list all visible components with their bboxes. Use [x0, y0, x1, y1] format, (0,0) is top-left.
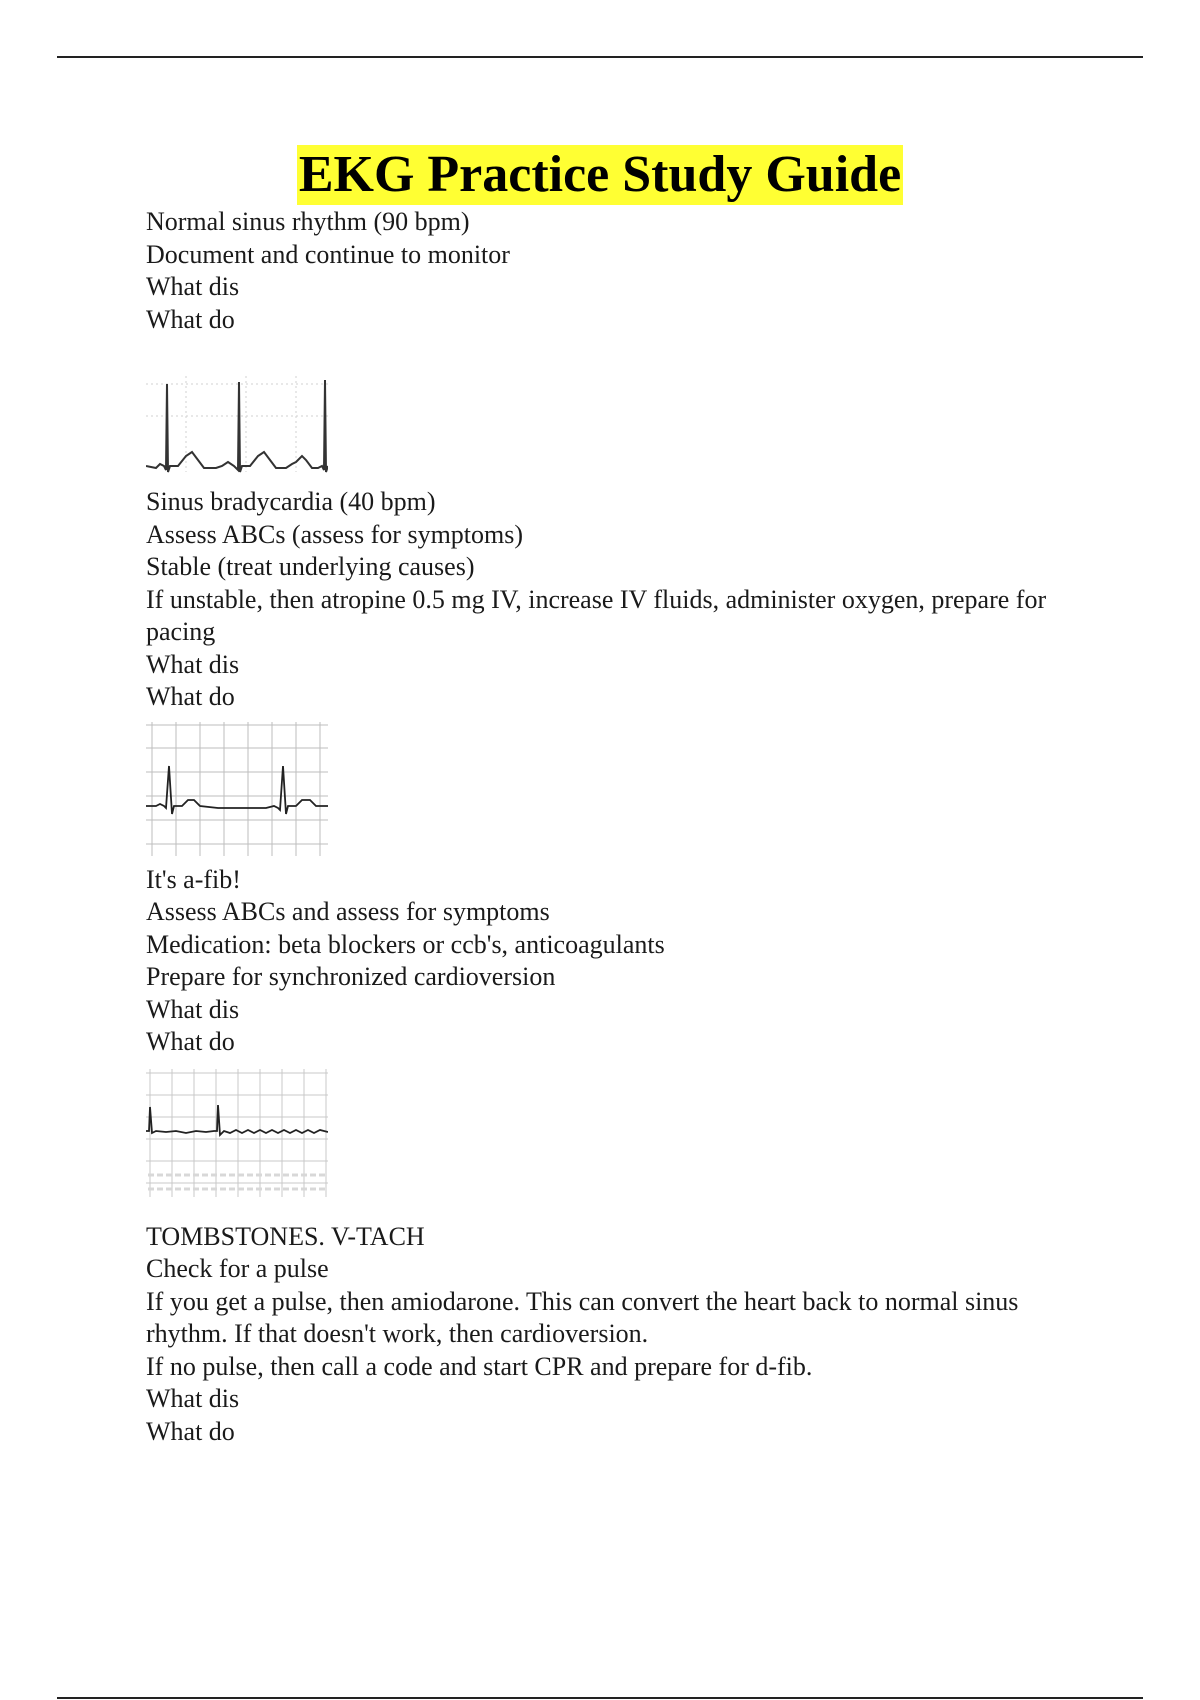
prompt-what-do: What do	[146, 304, 235, 334]
prompt-what-dis: What dis	[146, 994, 240, 1024]
section-line: Stable (treat underlying causes)	[146, 552, 475, 581]
section-line: Assess ABCs and assess for symptoms	[146, 897, 550, 926]
page-title: EKG Practice Study Guide	[298, 146, 902, 203]
prompt-what-dis: What dis	[146, 272, 240, 301]
sinus-bradycardia-strip	[146, 376, 328, 476]
section-heading: Sinus bradycardia (40 bpm)	[146, 487, 436, 516]
prompt-what-dis: What dis	[146, 649, 240, 679]
ventricular-tachycardia-strip	[146, 1069, 328, 1197]
section-sinus-bradycardia	[146, 486, 1106, 714]
section-heading: It's a-fib!	[146, 864, 241, 894]
prompt-what-do: What do	[146, 1027, 235, 1056]
atrial-fibrillation-strip	[146, 722, 328, 856]
section-line: If unstable, then atropine 0.5 mg IV, increase IV fluids, administer oxygen, prepare for pacing	[146, 584, 1047, 646]
section-normal-sinus	[146, 206, 1106, 336]
title-container	[0, 145, 1200, 205]
footer-rule	[57, 1697, 1143, 1699]
section-line: Prepare for synchronized cardioversion	[146, 962, 556, 991]
section-line: If no pulse, then call a code and start CPR and prepare for d-fib.	[146, 1351, 813, 1381]
header-rule	[57, 56, 1143, 58]
section-line: If you get a pulse, then amiodarone. This can convert the heart back to normal sinus rhythm. If that doesn't work, then cardioversion.	[146, 1286, 1019, 1348]
prompt-what-dis: What dis	[146, 1384, 240, 1413]
study-guide-content	[146, 206, 1106, 1448]
section-atrial-fibrillation	[146, 864, 1106, 1059]
section-line: Medication: beta blockers or ccb's, anticoagulants	[146, 929, 665, 959]
prompt-what-do: What do	[146, 682, 235, 711]
section-ventricular-tachycardia	[146, 1221, 1106, 1449]
section-line: Document and continue to monitor	[146, 239, 510, 269]
prompt-what-do: What do	[146, 1416, 235, 1446]
section-line: Check for a pulse	[146, 1254, 329, 1283]
section-heading: TOMBSTONES. V-TACH	[146, 1221, 425, 1251]
section-line: Assess ABCs (assess for symptoms)	[146, 519, 524, 549]
section-heading: Normal sinus rhythm (90 bpm)	[146, 207, 470, 236]
